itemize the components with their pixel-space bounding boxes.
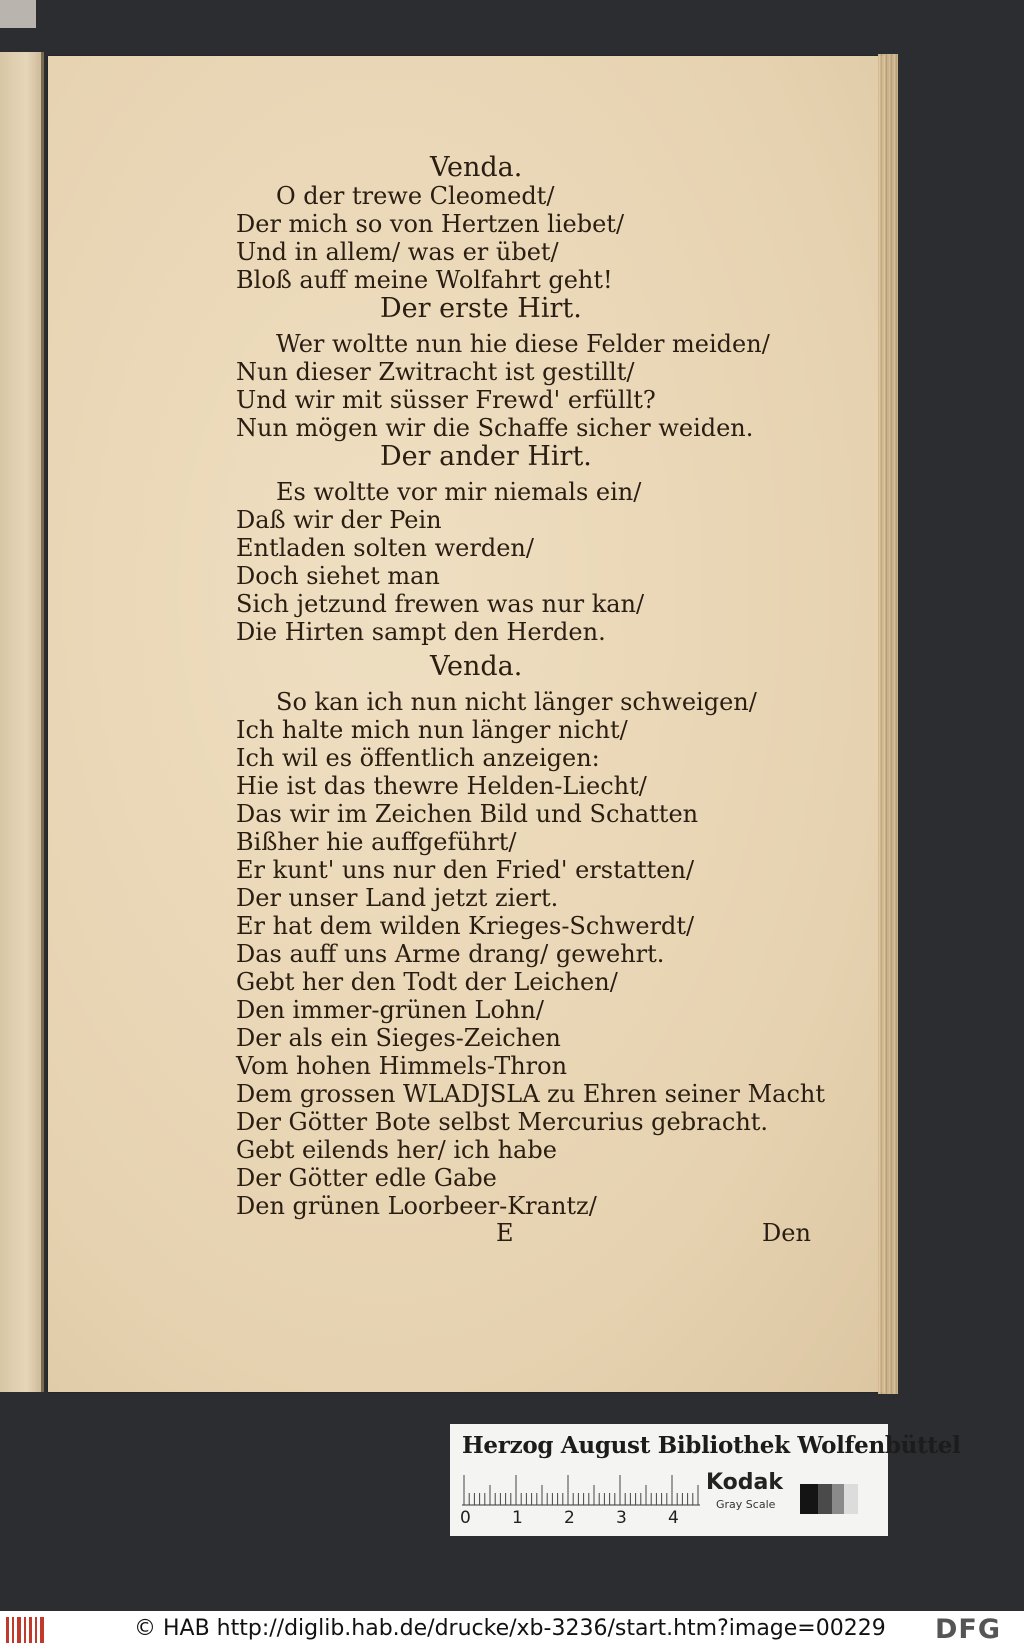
book-page [48,56,885,1392]
verse-line: Der Götter Bote selbst Mercurius gebracht. [236,1108,769,1136]
ruler-number: 0 [460,1508,471,1528]
verse-line: Und in allem/ was er übet/ [236,238,559,266]
verse-line: So kan ich nun nicht länger schweigen/ [276,688,757,716]
footer-bar [0,1611,1024,1647]
ruler-numbers [460,1508,710,1530]
verse-line: Den grünen Loorbeer-Krantz/ [236,1192,597,1220]
verse-line: Vom hohen Himmels-Thron [236,1052,568,1080]
verse-line: Hie ist das thewre Helden-Liecht/ [236,772,647,800]
signature-mark: E [496,1219,514,1247]
barcode-icon [6,1617,48,1643]
verse-line: Der Götter edle Gabe [236,1164,497,1192]
verse-line: Dem grossen WLADJSLA zu Ehren seiner Macht [236,1080,826,1108]
verse-line: Ich wil es öffentlich anzeigen: [236,744,600,772]
verse-line: Daß wir der Pein [236,506,442,534]
verse-line: Entladen solten werden/ [236,534,534,562]
ruler-scale [462,1472,702,1506]
speaker-name: Der erste Hirt. [380,293,582,324]
ruler-number: 1 [512,1508,523,1528]
verse-line: Bloß auff meine Wolfahrt geht! [236,266,613,294]
ruler-number: 4 [668,1508,679,1528]
verse-line: Das wir im Zeichen Bild und Schatten [236,800,699,828]
speaker-name: Venda. [430,651,523,682]
verse-line: Die Hirten sampt den Herden. [236,618,606,646]
verse-line: Doch siehet man [236,562,440,590]
verse-line: Sich jetzund frewen was nur kan/ [236,590,645,618]
speaker-name: Venda. [430,152,523,183]
scan-corner [0,0,36,28]
verse-line: Nun mögen wir die Schaffe sicher weiden. [236,414,754,442]
dfg-logo: DFG [935,1614,1002,1645]
gray-scale-label: Gray Scale [716,1498,776,1511]
speaker-name: Der ander Hirt. [380,441,592,472]
adjacent-page-edge [0,52,44,1392]
copyright-link[interactable]: © HAB http://diglib.hab.de/drucke/xb-3236/start.htm?image=00229 [134,1616,886,1641]
verse-line: Nun dieser Zwitracht ist gestillt/ [236,358,635,386]
library-color-card [450,1424,961,1536]
verse-line: Das auff uns Arme drang/ gewehrt. [236,940,665,968]
ruler-number: 2 [564,1508,575,1528]
verse-line: Er kunt' uns nur den Fried' erstatten/ [236,856,695,884]
gray-scale-patches [800,1480,860,1518]
verse-line: Der unser Land jetzt ziert. [236,884,559,912]
verse-line: Den immer-grünen Lohn/ [236,996,544,1024]
page-stack-edge [878,54,898,1394]
verse-line: O der trewe Cleomedt/ [276,182,555,210]
verse-line: Gebt her den Todt der Leichen/ [236,968,618,996]
catchword: Den [762,1219,811,1247]
verse-line: Er hat dem wilden Krieges-Schwerdt/ [236,912,695,940]
verse-line: Gebt eilends her/ ich habe [236,1136,557,1164]
verse-line: Ich halte mich nun länger nicht/ [236,716,628,744]
verse-line: Bißher hie auffgeführt/ [236,828,517,856]
library-name: Herzog August Bibliothek Wolfenbüttel [462,1432,961,1459]
verse-line: Der mich so von Hertzen liebet/ [236,210,625,238]
verse-line: Der als ein Sieges-Zeichen [236,1024,561,1052]
verse-line: Und wir mit süsser Frewd' erfüllt? [236,386,656,414]
page-text [48,56,885,1392]
ruler-number: 3 [616,1508,627,1528]
verse-line: Es woltte vor mir niemals ein/ [276,478,642,506]
kodak-logo: Kodak [706,1470,783,1495]
verse-line: Wer woltte nun hie diese Felder meiden/ [276,330,770,358]
